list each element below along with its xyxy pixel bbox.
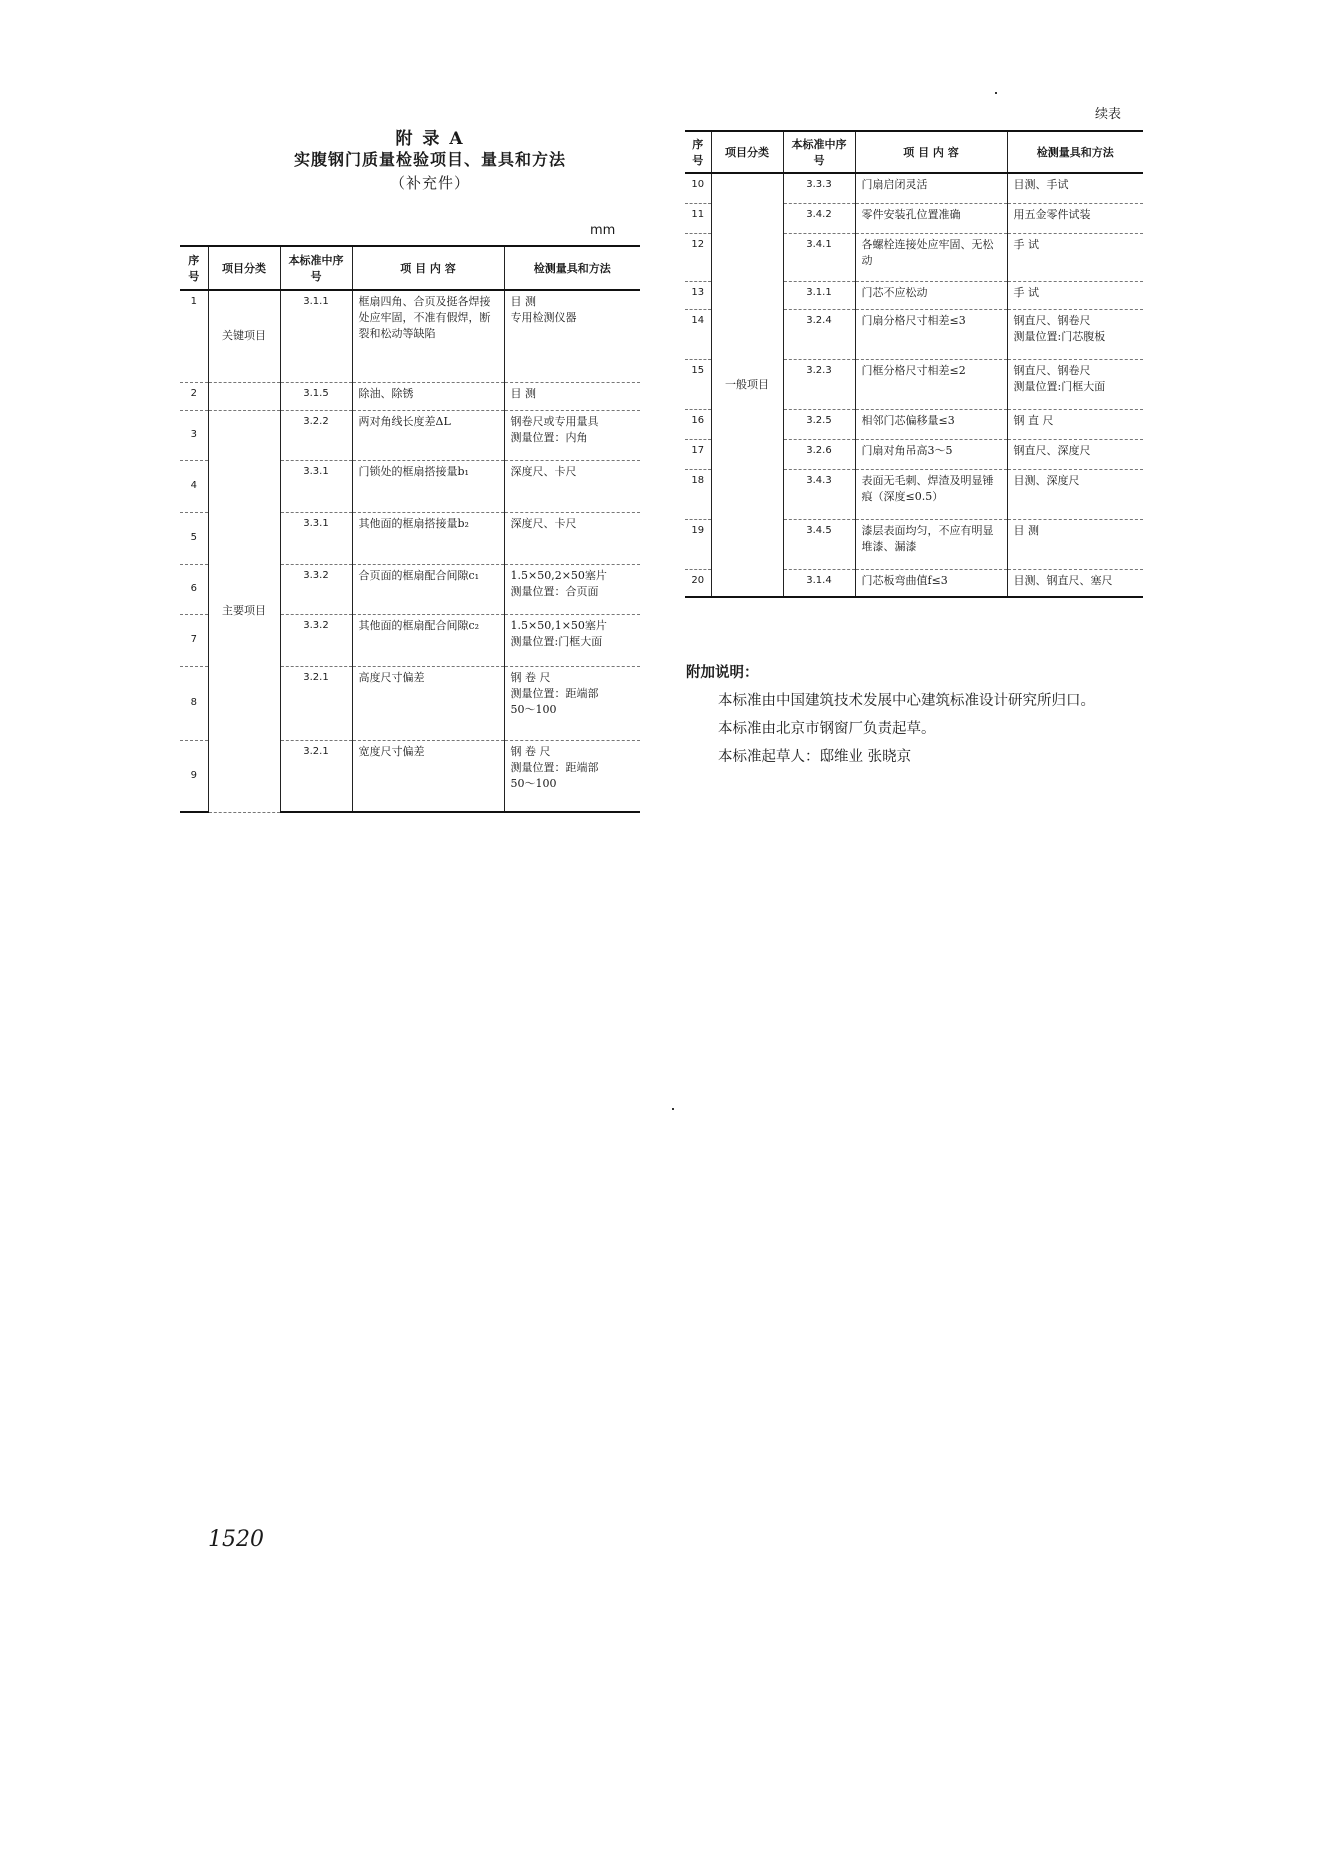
category-key: 关键项目: [208, 290, 280, 382]
notes-line-2: 本标准由北京市钢窗厂负责起草。: [718, 721, 936, 737]
row-content: 门芯不应松动: [855, 281, 1007, 309]
col-no: 序号: [180, 246, 208, 290]
col-no: 序号: [685, 131, 711, 173]
row-clause: 3.1.1: [280, 290, 352, 382]
row-no: 17: [685, 439, 711, 469]
col-method: 检测量具和方法: [1007, 131, 1143, 173]
inspection-table-left: [180, 245, 640, 813]
row-clause: 3.2.1: [280, 666, 352, 740]
row-clause: 3.3.2: [280, 614, 352, 666]
row-content: 门扇对角吊高3～5: [855, 439, 1007, 469]
row-method: 用五金零件试装: [1007, 203, 1143, 233]
col-category: 项目分类: [711, 131, 783, 173]
row-content: 除油、除锈: [352, 382, 504, 410]
appendix-subtitle: 实腹钢门质量检验项目、量具和方法: [293, 150, 566, 169]
row-no: 18: [685, 469, 711, 519]
row-method: 目测、手试: [1007, 173, 1143, 203]
col-category: 项目分类: [208, 246, 280, 290]
scan-speck: [995, 92, 997, 94]
row-clause: 3.2.5: [783, 409, 855, 439]
row-content: 其他面的框扇搭接量b₂: [352, 512, 504, 564]
row-clause: 3.2.6: [783, 439, 855, 469]
row-content: 门芯板弯曲值f≤3: [855, 569, 1007, 597]
table-header-row: [685, 131, 1143, 173]
row-content: 门框分格尺寸相差≤2: [855, 359, 1007, 409]
row-no: 14: [685, 309, 711, 359]
row-no: 4: [180, 460, 208, 512]
row-content: 漆层表面均匀，不应有明显堆漆、漏漆: [855, 519, 1007, 569]
row-method: 1.5×50,1×50塞片 测量位置:门框大面: [504, 614, 640, 666]
row-no: 1: [180, 290, 208, 382]
row-content: 宽度尺寸偏差: [352, 740, 504, 812]
notes-line-1: 本标准由中国建筑技术发展中心建筑标准设计研究所归口。: [718, 693, 1095, 709]
page-number: 1520: [208, 1527, 264, 1552]
row-method: 钢直尺、深度尺: [1007, 439, 1143, 469]
row-no: 13: [685, 281, 711, 309]
row-content: 门扇启闭灵活: [855, 173, 1007, 203]
category-main: 主要项目: [208, 410, 280, 812]
col-clause: 本标准中序 号: [783, 131, 855, 173]
row-method: 手 试: [1007, 281, 1143, 309]
row-no: 15: [685, 359, 711, 409]
row-content: 表面无毛刺、焊渣及明显锤痕（深度≤0.5）: [855, 469, 1007, 519]
row-content: 零件安装孔位置准确: [855, 203, 1007, 233]
row-content: 高度尺寸偏差: [352, 666, 504, 740]
col-clause: 本标准中序 号: [280, 246, 352, 290]
row-method: 深度尺、卡尺: [504, 460, 640, 512]
table-row: [685, 173, 1143, 203]
row-no: 9: [180, 740, 208, 812]
row-no: 11: [685, 203, 711, 233]
table-row: [180, 382, 640, 410]
row-no: 20: [685, 569, 711, 597]
row-method: 手 试: [1007, 233, 1143, 281]
row-no: 19: [685, 519, 711, 569]
row-content: 其他面的框扇配合间隙c₂: [352, 614, 504, 666]
row-method: 钢 卷 尺 测量位置：距端部 50～100: [504, 740, 640, 812]
row-no: 8: [180, 666, 208, 740]
row-clause: 3.2.1: [280, 740, 352, 812]
row-clause: 3.1.4: [783, 569, 855, 597]
row-clause: 3.2.3: [783, 359, 855, 409]
row-clause: 3.4.5: [783, 519, 855, 569]
row-content: 门扇分格尺寸相差≤3: [855, 309, 1007, 359]
col-method: 检测量具和方法: [504, 246, 640, 290]
table-header-row: [180, 246, 640, 290]
row-content: 各螺栓连接处应牢固、无松动: [855, 233, 1007, 281]
row-method: 目测、钢直尺、塞尺: [1007, 569, 1143, 597]
notes-line-3: 本标准起草人：邸维业 张晓京: [718, 749, 912, 765]
row-method: 钢直尺、钢卷尺 测量位置:门框大面: [1007, 359, 1143, 409]
row-no: 7: [180, 614, 208, 666]
row-clause: 3.4.3: [783, 469, 855, 519]
row-method: 目 测: [504, 382, 640, 410]
appendix-title: 附 录 A: [395, 129, 465, 149]
row-content: 两对角线长度差ΔL: [352, 410, 504, 460]
col-content: 项 目 内 容: [352, 246, 504, 290]
row-method: 目 测: [1007, 519, 1143, 569]
unit-label: mm: [590, 223, 616, 238]
appendix-note: （补充件）: [389, 174, 470, 192]
row-content: 框扇四角、合页及挺各焊接处应牢固，不准有假焊，断裂和松动等缺陷: [352, 290, 504, 382]
continued-label: 续表: [1095, 107, 1122, 122]
row-clause: 3.1.1: [783, 281, 855, 309]
row-method: 目测、深度尺: [1007, 469, 1143, 519]
additional-notes: [686, 659, 1156, 771]
row-method: 钢 卷 尺 测量位置：距端部 50～100: [504, 666, 640, 740]
row-method: 深度尺、卡尺: [504, 512, 640, 564]
row-content: 合页面的框扇配合间隙c₁: [352, 564, 504, 614]
row-no: 6: [180, 564, 208, 614]
row-method: 目 测 专用检测仪器: [504, 290, 640, 382]
table-row: [180, 410, 640, 460]
row-clause: 3.3.1: [280, 512, 352, 564]
row-clause: 3.3.2: [280, 564, 352, 614]
row-no: 10: [685, 173, 711, 203]
row-method: 钢 直 尺: [1007, 409, 1143, 439]
row-no: 2: [180, 382, 208, 410]
row-method: 钢直尺、钢卷尺 测量位置:门芯腹板: [1007, 309, 1143, 359]
table-row: [180, 290, 640, 382]
row-clause: 3.1.5: [280, 382, 352, 410]
row-content: 门锁处的框扇搭接量b₁: [352, 460, 504, 512]
row-clause: 3.4.2: [783, 203, 855, 233]
row-no: 12: [685, 233, 711, 281]
row-no: 5: [180, 512, 208, 564]
row-clause: 3.2.2: [280, 410, 352, 460]
row-no: 16: [685, 409, 711, 439]
row-content: 相邻门芯偏移量≤3: [855, 409, 1007, 439]
notes-heading: 附加说明：: [686, 664, 759, 681]
category-general: 一般项目: [711, 173, 783, 597]
row-method: 1.5×50,2×50塞片 测量位置：合页面: [504, 564, 640, 614]
col-content: 项 目 内 容: [855, 131, 1007, 173]
row-method: 钢卷尺或专用量具 测量位置：内角: [504, 410, 640, 460]
row-clause: 3.3.3: [783, 173, 855, 203]
inspection-table-right: [685, 130, 1143, 598]
row-clause: 3.3.1: [280, 460, 352, 512]
row-no: 3: [180, 410, 208, 460]
row-clause: 3.2.4: [783, 309, 855, 359]
scan-speck: [672, 1108, 674, 1110]
row-clause: 3.4.1: [783, 233, 855, 281]
